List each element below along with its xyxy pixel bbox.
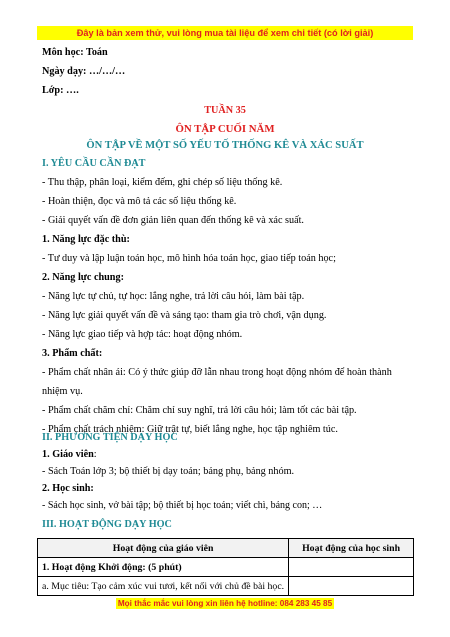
- student-column-header: Hoạt động của học sinh: [289, 539, 414, 558]
- class-line: Lớp: ….: [42, 85, 79, 96]
- hotline-text: Mọi thắc mắc vui lòng xin liên hệ hotline: 084 283 45 85: [117, 599, 333, 608]
- colon: :: [93, 449, 97, 460]
- list-item: - Năng lực giao tiếp và hợp tác: hoạt động nhóm.: [42, 329, 243, 340]
- section-1-heading: I. YÊU CẦU CẦN ĐẠT: [42, 158, 146, 169]
- table-header-row: [38, 539, 414, 558]
- objective-item: - Giải quyết vấn đề đơn giản liên quan đến thống kê và xác suất.: [42, 215, 304, 226]
- list-item: - Tư duy và lập luận toán học, mô hình hóa toán học, giao tiếp toán học;: [42, 253, 336, 264]
- teacher-column-header: Hoạt động của giáo viên: [38, 539, 289, 558]
- activity-table: [37, 538, 414, 596]
- list-item: - Sách Toán lớp 3; bộ thiết bị dạy toán; bảng phụ, bảng nhóm.: [42, 466, 295, 477]
- list-item: - Phẩm chất chăm chỉ: Chăm chỉ suy nghĩ, trả lời câu hỏi; làm tốt các bài tập.: [42, 405, 357, 416]
- table-cell: [289, 558, 414, 577]
- week-title: TUẦN 35: [204, 105, 246, 116]
- hotline-footer: [0, 599, 450, 608]
- activity-step: 1. Hoạt động Khởi động: (5 phút): [38, 558, 289, 577]
- list-item: - Phẩm chất trách nhiệm: Giữ trật tự, biết lắng nghe, học tập nghiêm túc.: [42, 424, 338, 435]
- list-item: - Năng lực giải quyết vấn đề và sáng tạo: tham gia trò chơi, vận dụng.: [42, 310, 327, 321]
- activity-goal: a. Mục tiêu: Tạo cảm xúc vui tươi, kết nối với chủ đề bài học.: [38, 577, 289, 596]
- table-row: [38, 577, 414, 596]
- subsection-heading: 2. Học sinh:: [42, 483, 94, 494]
- preview-banner: Đây là bản xem thử, vui lòng mua tài liệu để xem chi tiết (có lời giải): [37, 26, 413, 40]
- list-item: - Phẩm chất nhân ái: Có ý thức giúp đỡ lẫn nhau trong hoạt động nhóm để hoàn thành: [42, 367, 392, 378]
- subsection-heading: 3. Phẩm chất:: [42, 348, 103, 359]
- section-3-title: III. HOẠT ĐỘNG DẠY HỌC: [42, 519, 172, 530]
- subject-line: Môn học: Toán: [42, 47, 108, 58]
- objective-item: - Hoàn thiện, đọc và mô tả các số liệu thống kê.: [42, 196, 237, 207]
- teacher-heading: 1. Giáo viên: [42, 449, 94, 460]
- list-item: nhiệm vụ.: [42, 386, 83, 397]
- lesson-title: ÔN TẬP VỀ MỘT SỐ YẾU TỐ THỐNG KÊ VÀ XÁC SUẤT: [86, 140, 364, 151]
- date-line: Ngày dạy: …/…/…: [42, 66, 126, 77]
- subsection-heading: 2. Năng lực chung:: [42, 272, 124, 283]
- list-item: - Năng lực tự chủ, tự học: lắng nghe, trả lời câu hỏi, làm bài tập.: [42, 291, 305, 302]
- review-title: ÔN TẬP CUỐI NĂM: [175, 123, 275, 135]
- subsection-heading: [42, 449, 97, 460]
- section-2-heading: II. PHƯƠNG TIỆN DẠY HỌC: [42, 432, 178, 443]
- objective-item: - Thu thập, phân loại, kiểm đếm, ghi chép số liệu thống kê.: [42, 177, 283, 188]
- table-row: [38, 558, 414, 577]
- table-cell: [289, 577, 414, 596]
- list-item: - Sách học sinh, vở bài tập; bộ thiết bị học toán; viết chì, bảng con; …: [42, 500, 323, 511]
- subsection-heading: 1. Năng lực đặc thù:: [42, 234, 130, 245]
